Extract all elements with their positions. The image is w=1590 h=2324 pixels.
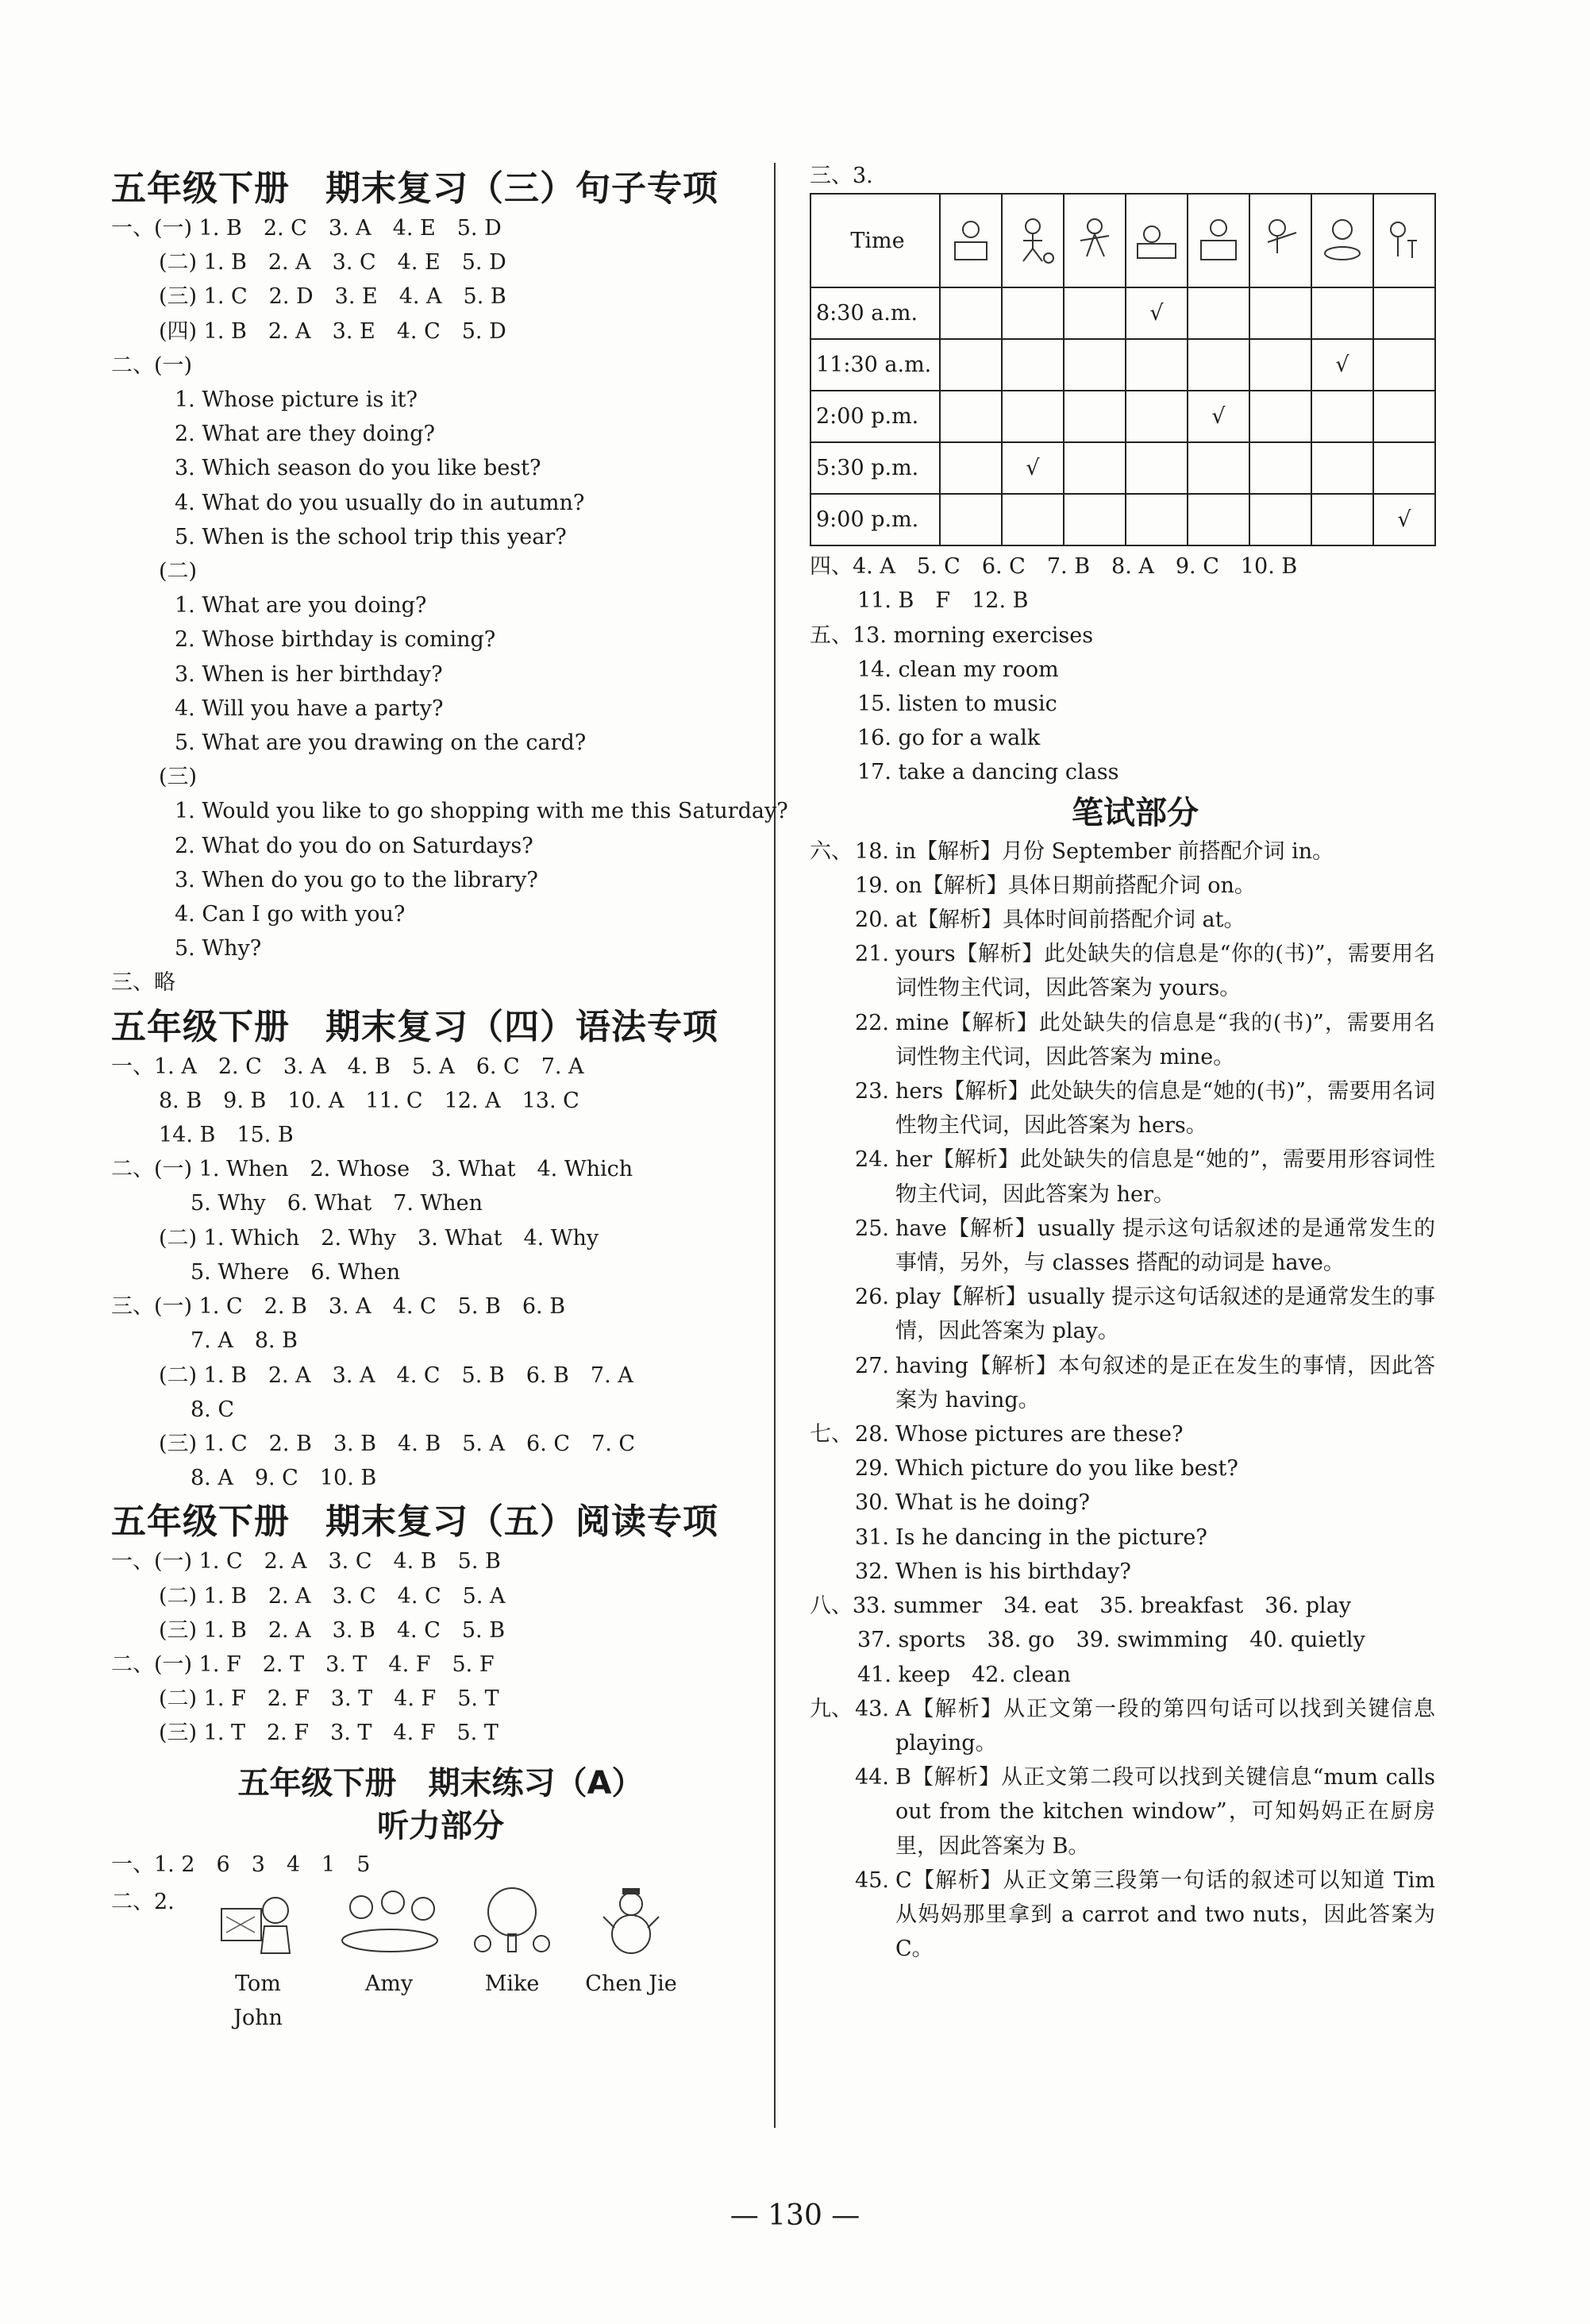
section4-title: 五年级下册 期末复习（四）语法专项 — [111, 1006, 718, 1047]
checkmark: √ — [1311, 339, 1373, 391]
answer-item: 六、 18. in【解析】月份 September 前搭配介词 in。 — [810, 834, 1461, 869]
answer-line: 二、(一) 1. When 2. Whose 3. What 4. Which — [111, 1157, 633, 1182]
answer-line: 5. Where 6. When — [191, 1259, 401, 1285]
answer-line: 八、33. summer 34. eat 35. breakfast 36. play — [810, 1594, 1352, 1619]
answer-line: 四、4. A 5. C 6. C 7. B 8. A 9. C 10. B — [810, 554, 1298, 580]
cell — [1249, 494, 1311, 545]
picture-mike — [460, 1885, 564, 2001]
item-text: B【解析】从正文第二段可以找到关键信息“mum calls out from the kitchen window”，可知妈妈正在厨房里，因此答案为 B。 — [895, 1765, 1435, 1859]
answer-line: 4. What do you usually do in autumn? — [175, 490, 585, 515]
checkmark: √ — [1373, 494, 1435, 545]
cell — [1002, 339, 1064, 391]
picture-label: John — [233, 2005, 283, 2030]
item-text: C【解析】从正文第三段第一句话的叙述可以知道 Tim 从妈妈那里拿到 a carrot and two nuts，因此答案为 C。 — [895, 1867, 1435, 1962]
answer-item — [810, 1451, 1461, 1486]
answer-line: (三) 1. C 2. D 3. E 4. A 5. B — [159, 284, 506, 310]
item-text: mine【解析】此处缺失的信息是“我的(书)”，需要用名词性物主代词，因此答案为 mine。 — [895, 1010, 1435, 1070]
answer-line: 14. B 15. B — [159, 1123, 294, 1148]
answer-line: (二) 1. B 2. A 3. C 4. E 5. D — [159, 250, 506, 276]
practice-title: 五年级下册 期末练习（A） — [237, 1764, 644, 1802]
cell — [1249, 391, 1311, 442]
table-header-row — [810, 194, 1435, 287]
answer-line: 2. Whose birthday is coming? — [175, 627, 496, 653]
item-number: 27. — [855, 1353, 889, 1378]
cell — [1373, 339, 1435, 391]
cell — [1311, 494, 1373, 545]
item-number: 18. — [855, 838, 889, 864]
cell — [940, 494, 1002, 545]
cell — [1188, 494, 1249, 545]
picture-label: Tom — [235, 1971, 281, 1996]
section5-title: 五年级下册 期末复习（五）阅读专项 — [111, 1501, 718, 1543]
cell — [1126, 442, 1188, 494]
schedule-table — [810, 193, 1436, 546]
activity-picture-icon — [1126, 194, 1188, 287]
cell — [940, 442, 1002, 494]
listening-pictures — [111, 1885, 770, 2032]
item-text: When is his birthday? — [895, 1559, 1131, 1584]
answer-line: (四) 1. B 2. A 3. E 4. C 5. D — [159, 318, 506, 344]
item-number: 23. — [855, 1079, 889, 1104]
row-time: 9:00 p.m. — [810, 494, 940, 545]
answer-item — [810, 1006, 1461, 1074]
cell — [1373, 442, 1435, 494]
cell — [1188, 442, 1249, 494]
cell — [1373, 391, 1435, 442]
cell — [1249, 442, 1311, 494]
row-time: 8:30 a.m. — [810, 287, 940, 339]
answer-line: 2. What are they doing? — [175, 422, 435, 447]
cell — [940, 287, 1002, 339]
answer-line: 五、13. morning exercises — [810, 622, 1094, 648]
item-text: have【解析】usually 提示这句话叙述的是通常发生的事情，另外，与 classes 搭配的动词是 have。 — [895, 1216, 1435, 1276]
item-text: having【解析】本句叙述的是正在发生的事情，因此答案为 having。 — [895, 1353, 1435, 1413]
cell — [1126, 391, 1188, 442]
row-time: 2:00 p.m. — [810, 391, 940, 442]
answer-line: 3. When is her birthday? — [175, 661, 443, 687]
table-row — [810, 391, 1435, 442]
answer-item: 九、 43. A【解析】从正文第一段的第四句话可以找到关键信息 playing。 — [810, 1692, 1461, 1760]
cell — [1188, 339, 1249, 391]
item-text: Which picture do you like best? — [895, 1456, 1238, 1482]
answer-line: 三、3. — [810, 164, 873, 188]
cell — [1064, 442, 1126, 494]
table-row — [810, 442, 1435, 494]
answer-line: 二、(一) — [111, 353, 193, 378]
table-row — [810, 494, 1435, 545]
cell — [1373, 287, 1435, 339]
cell — [1311, 442, 1373, 494]
answer-line: 7. A 8. B — [191, 1328, 298, 1354]
answer-line: 8. C — [191, 1397, 235, 1422]
item-number: 28. — [855, 1422, 889, 1447]
item-text: A【解析】从正文第一段的第四句话可以找到关键信息 playing。 — [895, 1696, 1435, 1756]
answer-line: 17. take a dancing class — [857, 760, 1119, 785]
answer-item — [810, 1143, 1461, 1211]
answer-line: 16. go for a walk — [857, 726, 1041, 751]
answer-line: 4. Can I go with you? — [175, 902, 406, 927]
answer-line: 3. Which season do you like best? — [175, 456, 541, 481]
cell — [1002, 494, 1064, 545]
item-number: 44. — [855, 1765, 889, 1790]
cell — [1249, 287, 1311, 339]
answer-item — [810, 1555, 1461, 1589]
answer-line: 14. clean my room — [857, 657, 1059, 682]
item-text: at【解析】具体时间前搭配介词 at。 — [895, 908, 1245, 933]
item-text: yours【解析】此处缺失的信息是“你的(书)”，需要用名词性物主代词，因此答案为 yours。 — [895, 942, 1435, 1001]
section3-title: 五年级下册 期末复习（三）句子专项 — [111, 168, 718, 209]
answer-item — [810, 1863, 1461, 1967]
cell — [940, 391, 1002, 442]
answer-line: 一、1. 2 6 3 4 1 5 — [111, 1852, 371, 1877]
answer-item — [810, 869, 1461, 903]
answer-line: 二、(一) 1. F 2. T 3. T 4. F 5. F — [111, 1651, 495, 1677]
page-number: — 130 — — [730, 2199, 860, 2232]
cell — [1311, 391, 1373, 442]
column-divider — [774, 163, 776, 2128]
cell — [1064, 494, 1126, 545]
item-number: 21. — [855, 942, 889, 967]
item-number: 19. — [855, 873, 889, 898]
tree-icon — [468, 1885, 556, 1956]
picture-amy — [329, 1885, 449, 2001]
picture-tom — [214, 1885, 302, 2035]
answer-line: 11. B F 12. B — [857, 588, 1029, 614]
cell — [1126, 494, 1188, 545]
answer-item — [810, 1486, 1461, 1520]
answer-line: 一、(一) 1. B 2. C 3. A 4. E 5. D — [111, 216, 502, 241]
item-number: 25. — [855, 1216, 889, 1241]
checkmark: √ — [1002, 442, 1064, 494]
answer-line: (三) 1. T 2. F 3. T 4. F 5. T — [159, 1721, 499, 1746]
answer-item — [810, 1280, 1461, 1348]
picture-chen-jie — [572, 1885, 691, 2001]
answer-line: (三) 1. B 2. A 3. B 4. C 5. B — [159, 1617, 506, 1643]
activity-picture-icon — [1373, 194, 1435, 287]
answer-item — [810, 1520, 1461, 1555]
item-text: on【解析】具体日期前搭配介词 on。 — [895, 873, 1256, 898]
answer-line: 1. What are you doing? — [175, 593, 427, 619]
answer-line: 三、(一) 1. C 2. B 3. A 4. C 5. B 6. B — [111, 1294, 566, 1320]
activity-picture-icon — [940, 194, 1002, 287]
cell — [1126, 339, 1188, 391]
cell — [1311, 287, 1373, 339]
cell — [1064, 339, 1126, 391]
answer-line: 8. A 9. C 10. B — [191, 1466, 377, 1491]
answer-line: 15. listen to music — [857, 692, 1057, 717]
answer-line: 1. Whose picture is it? — [175, 387, 418, 413]
cell — [1249, 339, 1311, 391]
activity-picture-icon — [1002, 194, 1064, 287]
answer-line: 41. keep 42. clean — [857, 1662, 1071, 1687]
answer-line: (二) — [159, 559, 198, 584]
cell — [1002, 391, 1064, 442]
item-number: 20. — [855, 908, 889, 933]
picture-label: Chen Jie — [585, 1971, 677, 1996]
answer-line: (三) 1. C 2. B 3. B 4. B 5. A 6. C 7. C — [159, 1431, 636, 1456]
answer-line: 5. What are you drawing on the card? — [175, 730, 587, 756]
picnic-icon — [337, 1885, 441, 1956]
item-text: play【解析】usually 提示这句话叙述的是通常发生的事情，因此答案为 play。 — [895, 1285, 1435, 1344]
checkmark: √ — [1188, 391, 1249, 442]
item-number: 45. — [855, 1867, 889, 1893]
cell — [1064, 391, 1126, 442]
answer-line: 一、(一) 1. C 2. A 3. C 4. B 5. B — [111, 1549, 501, 1574]
answer-item — [810, 903, 1461, 937]
picture-label: Mike — [484, 1971, 540, 1996]
cell — [1064, 287, 1126, 339]
cell — [940, 339, 1002, 391]
item-number: 29. — [855, 1456, 889, 1482]
answer-item — [810, 1212, 1461, 1280]
item-number: 22. — [855, 1010, 889, 1035]
answer-line: 8. B 9. B 10. A 11. C 12. A 13. C — [159, 1088, 579, 1113]
row-time: 11:30 a.m. — [810, 339, 940, 391]
answer-item — [810, 937, 1461, 1005]
answer-line: 5. Why 6. What 7. When — [191, 1191, 483, 1216]
item-number: 32. — [855, 1559, 889, 1584]
table-row — [810, 287, 1435, 339]
table-header-time: Time — [810, 194, 940, 287]
answer-line: (二) 1. F 2. F 3. T 4. F 5. T — [159, 1686, 499, 1712]
written-title: 笔试部分 — [1072, 794, 1199, 831]
right-column — [810, 159, 1461, 1966]
item-text: her【解析】此处缺失的信息是“她的”，需要用形容词性物主代词，因此答案为 her。 — [895, 1147, 1435, 1207]
answer-line: 5. Why? — [175, 936, 262, 962]
item-number: 24. — [855, 1147, 889, 1173]
answer-line: (二) 1. B 2. A 3. C 4. C 5. A — [159, 1583, 506, 1609]
row-time: 5:30 p.m. — [810, 442, 940, 494]
answer-line: (二) 1. B 2. A 3. A 4. C 5. B 6. B 7. A — [159, 1362, 633, 1388]
activity-picture-icon — [1064, 194, 1126, 287]
answer-item — [810, 1074, 1461, 1143]
item-text: What is he doing? — [895, 1490, 1091, 1516]
checkmark: √ — [1126, 287, 1188, 339]
drawing-kid-icon — [218, 1885, 298, 1956]
item-text: Whose pictures are these? — [895, 1422, 1184, 1447]
answer-line: 二、2. — [111, 1889, 175, 1914]
table-row — [810, 339, 1435, 391]
item-number: 43. — [855, 1696, 889, 1721]
item-text: in【解析】月份 September 前搭配介词 in。 — [895, 838, 1334, 864]
answer-line: 4. Will you have a party? — [175, 696, 444, 721]
item-number: 30. — [855, 1490, 889, 1516]
snowman-icon — [587, 1885, 675, 1956]
answer-item — [810, 1349, 1461, 1417]
picture-label: Amy — [364, 1971, 414, 1996]
listening-title: 听力部分 — [377, 1807, 504, 1844]
answer-line: 1. Would you like to go shopping with me this Saturday? — [175, 799, 788, 824]
answer-line: 三、略 — [111, 970, 175, 996]
activity-picture-icon — [1249, 194, 1311, 287]
answer-line: 2. What do you do on Saturdays? — [175, 833, 533, 858]
activity-picture-icon — [1188, 194, 1249, 287]
item-number: 31. — [855, 1524, 889, 1550]
answer-item: 七、 28. Whose pictures are these? — [810, 1417, 1461, 1451]
answer-item — [810, 1760, 1461, 1863]
answer-line: (三) — [159, 765, 198, 790]
left-column — [111, 167, 788, 2032]
item-text: Is he dancing in the picture? — [895, 1524, 1207, 1550]
answer-line: (二) 1. Which 2. Why 3. What 4. Why — [159, 1225, 599, 1251]
answer-line: 一、1. A 2. C 3. A 4. B 5. A 6. C 7. A — [111, 1054, 584, 1079]
answer-line: 5. When is the school trip this year? — [175, 524, 567, 549]
item-text: hers【解析】此处缺失的信息是“她的(书)”，需要用名词性物主代词，因此答案为 hers。 — [895, 1079, 1435, 1139]
answer-line: 37. sports 38. go 39. swimming 40. quietly — [857, 1628, 1365, 1653]
answer-line: 3. When do you go to the library? — [175, 867, 538, 892]
cell — [1002, 287, 1064, 339]
item-number: 26. — [855, 1285, 889, 1310]
activity-picture-icon — [1311, 194, 1373, 287]
cell — [1188, 287, 1249, 339]
